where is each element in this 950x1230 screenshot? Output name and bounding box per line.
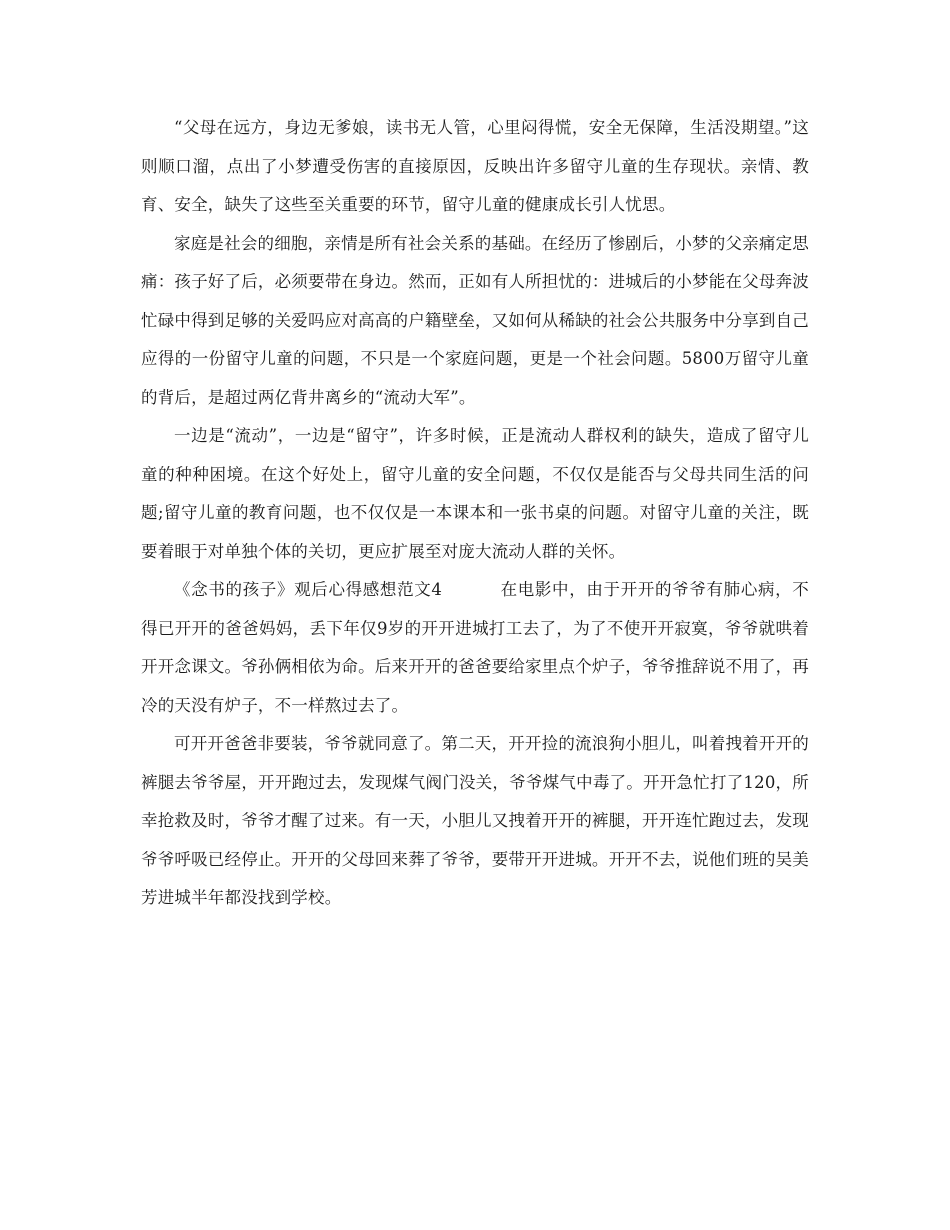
paragraph-3: 一边是“流动”，一边是“留守”，许多时候，正是流动人群权利的缺失，造成了留守儿童的种种困境。在这个好处上，留守儿童的安全问题，不仅仅是能否与父母共同生活的问题;留守儿童的教育问题，也不仅仅是一本课本和一张书桌的问题。对留守儿童的关注，既要着眼于对单独个体的关切，更应扩展至对庞大流动人群的关怀。 [141,426,809,561]
paragraph-1: “父母在远方，身边无爹娘，读书无人管，心里闷得慌，安全无保障，生活没期望。”这则顺口溜，点出了小梦遭受伤害的直接原因，反映出许多留守儿童的生存现状。亲情、教育、安全，缺失了这些至关重要的环节，留守儿童的健康成长引人忧思。 [141,118,809,214]
paragraph-2: 家庭是社会的细胞，亲情是所有社会关系的基础。在经历了惨剧后，小梦的父亲痛定思痛：孩子好了后，必须要带在身边。然而，正如有人所担忧的：进城后的小梦能在父母奔波忙碌中得到足够的关爱吗应对高高的户籍壁垒，又如何从稀缺的社会公共服务中分享到自己应得的一份留守儿童的问题，不只是一个家庭问题，更是一个社会问题。5800万留守儿童的背后，是超过两亿背井离乡的“流动大军”。 [141,233,809,407]
paragraph-5: 可开开爸爸非要装，爷爷就同意了。第二天，开开捡的流浪狗小胆儿，叫着拽着开开的裤腿去爷爷屋，开开跑过去，发现煤气阀门没关，爷爷煤气中毒了。开开急忙打了120，所幸抢救及时，爷爷才醒了过来。有一天，小胆儿又拽着开开的裤腿，开开连忙跑过去，发现爷爷呼吸已经停止。开开的父母回来葬了爷爷，要带开开进城。开开不去，说他们班的吴美芳进城半年都没找到学校。 [141,734,809,907]
essay-body: 在电影中，由于开开的爷爷有肺心病，不得已开开的爸爸妈妈，丢下年仅9岁的开开进城打工去了，为了不使开开寂寞，爷爷就哄着开开念课文。爷孙俩相依为命。后来开开的爸爸要给家里点个炉子，爷爷推辞说不用了，再冷的天没有炉子，不一样熬过去了。 [141,580,809,715]
essay-title: 《念书的孩子》观后心得感想范文4 [174,580,443,599]
document-body [141,109,809,918]
paragraph-4 [141,571,809,725]
